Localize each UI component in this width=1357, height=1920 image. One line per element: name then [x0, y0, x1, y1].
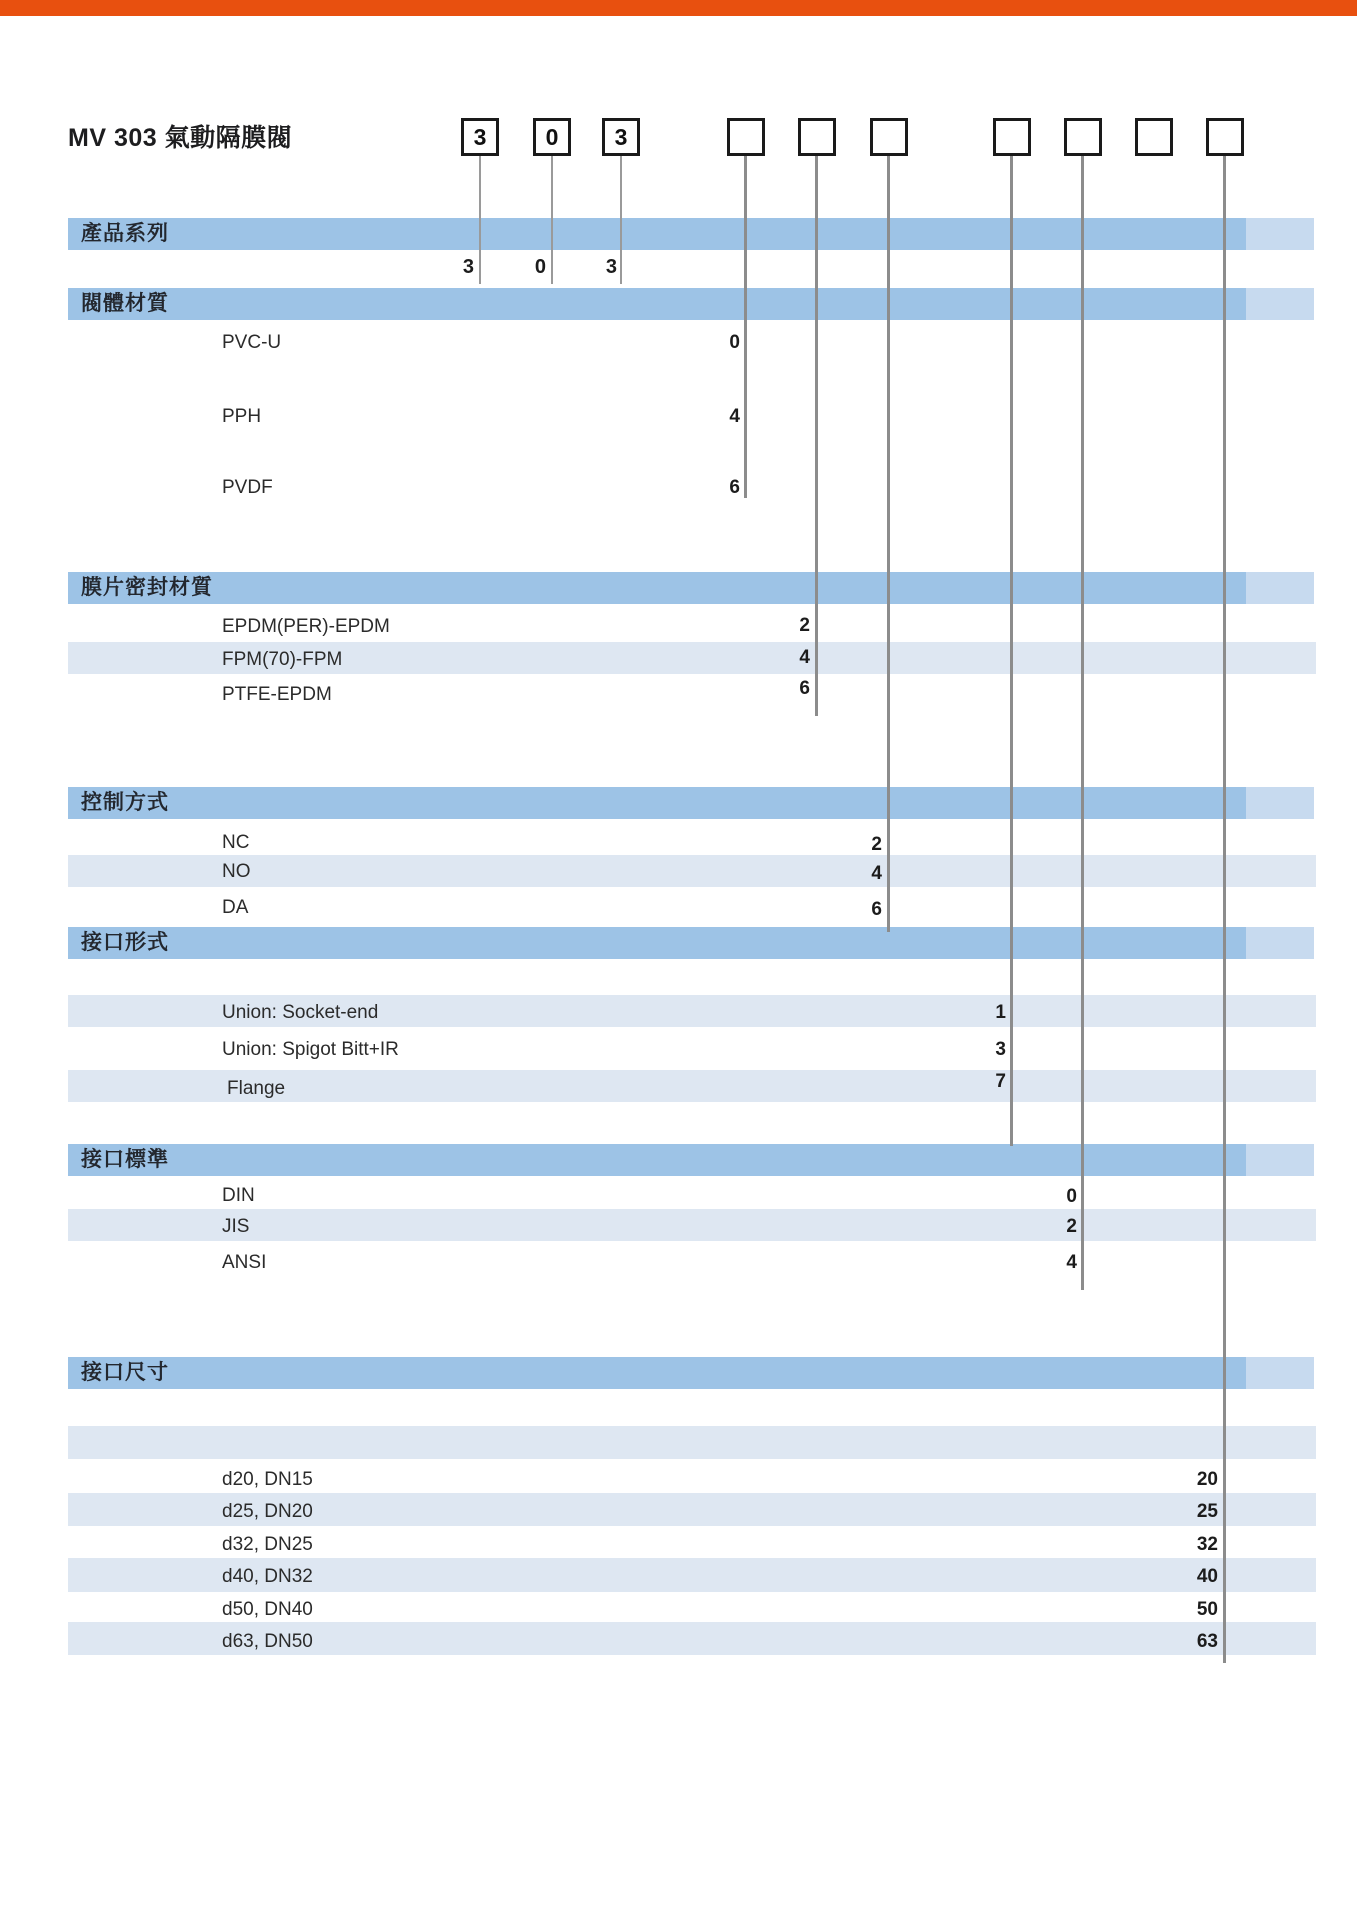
connector-line: [1081, 156, 1084, 1290]
code-box-filled: 3: [602, 118, 640, 156]
section-title: 接口尺寸: [81, 1361, 169, 1384]
row-label: d32, DN25: [222, 1534, 313, 1555]
page-title: MV 303 氣動隔膜閥: [68, 124, 293, 152]
row-label: EPDM(PER)-EPDM: [222, 616, 390, 637]
connector-line: [744, 156, 747, 498]
code-box-empty: [993, 118, 1031, 156]
series-digit: 0: [534, 256, 546, 278]
row-value: 40: [1196, 1566, 1218, 1587]
row-value: 63: [1196, 1631, 1218, 1652]
row-label: d20, DN15: [222, 1469, 313, 1490]
section-title: 接口標準: [81, 1148, 169, 1171]
section-title: 控制方式: [81, 791, 169, 814]
code-box-filled: 3: [461, 118, 499, 156]
row-value: 25: [1196, 1501, 1218, 1522]
row-band: [68, 1209, 1316, 1241]
section-bar: [68, 1144, 1314, 1176]
row-value: 3: [995, 1039, 1006, 1060]
connector-line: [887, 156, 890, 932]
row-label: PPH: [222, 406, 262, 427]
row-value: 2: [871, 834, 882, 855]
row-value: 6: [799, 678, 810, 699]
connector-line: [1223, 156, 1226, 1663]
section-bar: [68, 572, 1314, 604]
series-digit: 3: [462, 256, 474, 278]
code-box-empty: [1135, 118, 1173, 156]
code-box-empty: [870, 118, 908, 156]
row-value: 0: [729, 332, 740, 353]
row-label: NO: [222, 861, 251, 882]
section-bar: [68, 218, 1314, 250]
section-title: 閥體材質: [81, 292, 169, 315]
connector-line: [551, 156, 553, 284]
row-value: 50: [1196, 1599, 1218, 1620]
code-box-empty: [1064, 118, 1102, 156]
row-label: Flange: [227, 1078, 286, 1099]
row-label: JIS: [222, 1216, 250, 1237]
row-value: 2: [1066, 1216, 1077, 1237]
section-bar: [68, 927, 1314, 959]
row-value: 4: [871, 863, 882, 884]
connector-line: [1010, 156, 1013, 1146]
row-label: PTFE-EPDM: [222, 684, 332, 705]
row-label: d63, DN50: [222, 1631, 313, 1652]
section-bar: [68, 288, 1314, 320]
connector-line: [815, 156, 818, 716]
row-label: ANSI: [222, 1252, 267, 1273]
row-value: 32: [1196, 1534, 1218, 1555]
row-band: [68, 855, 1316, 887]
row-value: 6: [871, 899, 882, 920]
row-value: 6: [729, 477, 740, 498]
row-label: PVDF: [222, 477, 273, 498]
section-title: 接口形式: [81, 931, 169, 954]
row-label: DA: [222, 897, 249, 918]
series-digit: 3: [605, 256, 617, 278]
code-box-filled: 0: [533, 118, 571, 156]
connector-line: [479, 156, 481, 284]
row-label: DIN: [222, 1185, 255, 1206]
section-bar: [68, 1357, 1314, 1389]
row-value: 0: [1066, 1186, 1077, 1207]
section-title: 膜片密封材質: [81, 576, 213, 599]
code-box-empty: [1206, 118, 1244, 156]
top-accent-bar: [0, 0, 1357, 16]
section-bar: [68, 787, 1314, 819]
row-label: Union: Spigot Bitt+IR: [222, 1039, 399, 1060]
row-value: 4: [1066, 1252, 1077, 1273]
row-value: 4: [799, 647, 810, 668]
row-label: PVC-U: [222, 332, 282, 353]
code-box-empty: [798, 118, 836, 156]
row-label: NC: [222, 832, 250, 853]
code-box-empty: [727, 118, 765, 156]
row-value: 20: [1196, 1469, 1218, 1490]
row-band: [68, 1426, 1316, 1459]
row-label: d25, DN20: [222, 1501, 313, 1522]
row-label: Union: Socket-end: [222, 1002, 379, 1023]
connector-line: [620, 156, 622, 284]
row-label: FPM(70)-FPM: [222, 649, 343, 670]
row-label: d40, DN32: [222, 1566, 313, 1587]
row-value: 2: [799, 615, 810, 636]
section-title: 產品系列: [81, 222, 169, 245]
row-value: 4: [729, 406, 740, 427]
row-label: d50, DN40: [222, 1599, 313, 1620]
row-value: 7: [995, 1071, 1006, 1092]
row-value: 1: [995, 1002, 1006, 1023]
